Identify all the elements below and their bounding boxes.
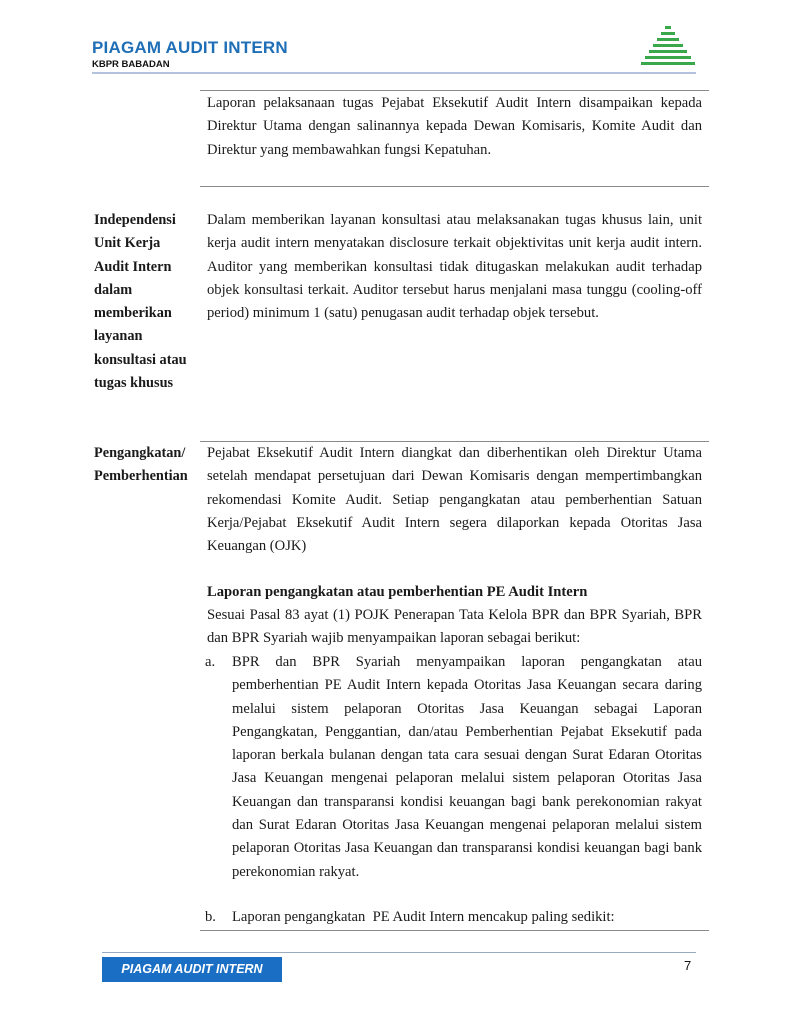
- independensi-paragraph: Dalam memberikan layanan konsultasi atau melaksanakan tugas khusus lain, unit kerja audit intern menyatakan disclosure terkait objektivitas unit kerja audit intern. Auditor yang memberikan konsultasi tidak ditugaskan melakukan audit terhadap objek konsultasi terkait. Auditor tersebut harus menjalani masa tunggu (cooling-off period) minimum 1 (satu) penugasan audit terhadap objek tersebut.: [207, 212, 702, 322]
- list-marker: b.: [205, 909, 216, 925]
- document-title: PIAGAM AUDIT INTERN: [92, 38, 288, 57]
- list-item-text: Laporan pengangkatan PE Audit Intern mencakup paling sedikit:: [232, 909, 615, 925]
- section-divider: [200, 930, 709, 931]
- footer-badge: PIAGAM AUDIT INTERN: [102, 957, 282, 982]
- label-line: layanan: [94, 328, 143, 345]
- label-line: Pengangkatan/: [94, 445, 186, 461]
- list-marker: a.: [205, 654, 216, 670]
- pengangkatan-paragraph: Pejabat Eksekutif Audit Intern diangkat dan diberhentikan oleh Direktur Utama setelah mendapat persetujuan dari Dewan Komisaris dengan mempertimbangkan rekomendasi Komite Audit. Setiap pengangkatan atau pemberhentian Satuan Kerja/Pejabat Eksekutif Audit Intern segera dilaporkan kepada Otoritas Jasa Keuangan (OJK): [207, 445, 702, 555]
- subsection-intro: Sesuai Pasal 83 ayat (1) POJK Penerapan Tata Kelola BPR dan BPR Syariah, BPR dan BPR Syariah wajib menyampaikan laporan sebagai berikut:: [207, 607, 702, 647]
- label-line: memberikan: [94, 305, 172, 322]
- document-subtitle: KBPR BABADAN: [92, 59, 170, 70]
- header-divider: [92, 72, 696, 74]
- label-line: konsultasi atau: [94, 351, 187, 368]
- label-line: Pemberhentian: [94, 468, 188, 485]
- green-pyramid-logo-icon: [636, 24, 700, 68]
- list-item-text: BPR dan BPR Syariah menyampaikan laporan pengangkatan atau pemberhentian PE Audit Intern kepada Otoritas Jasa Keuangan secara daring melalui sistem pelaporan Otoritas Jasa Keuangan sebagai Laporan Pengangkatan, Penggantian, dan/atau Pemberhentian Pejabat Eksekutif pada laporan berkala bulanan dengan tata cara sesuai dengan Surat Edaran Otoritas Jasa Keuangan mengenai pelaporan melalui sistem pelaporan Otoritas Jasa Keuangan dan transparansi kondisi keuangan bagi bank perekonomian rakyat dan Surat Edaran Otoritas Jasa Keuangan mengenai pelaporan melalui sistem pelaporan Otoritas Jasa Keuangan dan transparansi kondisi keuangan bagi bank perekonomian rakyat.: [232, 654, 702, 880]
- independensi-label: [94, 209, 187, 395]
- subsection-heading: Laporan pengangkatan atau pemberhentian PE Audit Intern: [207, 584, 588, 600]
- label-line: Independensi: [94, 212, 176, 228]
- section-divider: [200, 186, 709, 187]
- label-line: tugas khusus: [94, 375, 174, 392]
- page-number: 7: [684, 958, 692, 973]
- label-line: Audit Intern: [94, 258, 172, 275]
- intro-paragraph: Laporan pelaksanaan tugas Pejabat Eksekutif Audit Intern disampaikan kepada Direktur Utama dengan salinannya kepada Dewan Komisaris, Komite Audit dan Direktur yang membawahkan fungsi Kepatuhan.: [207, 95, 702, 158]
- label-line: Unit Kerja: [94, 235, 161, 252]
- pengangkatan-label: [94, 442, 188, 489]
- footer-divider: [102, 952, 696, 953]
- section-divider: [200, 90, 709, 91]
- label-line: dalam: [94, 281, 133, 298]
